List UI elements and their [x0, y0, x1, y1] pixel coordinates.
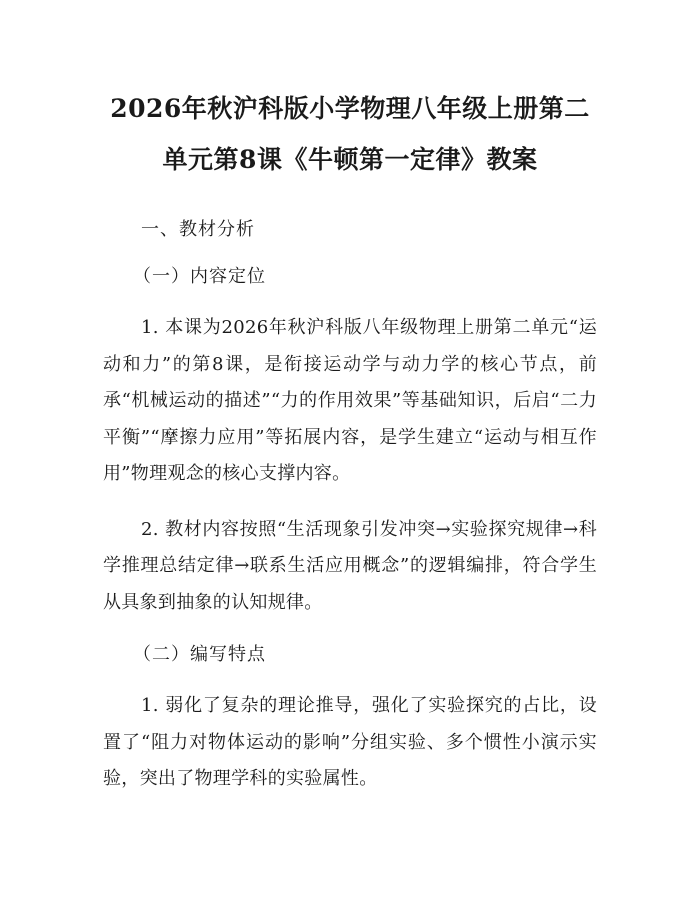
document-title: 2026年秋沪科版小学物理八年级上册第二单元第8课《牛顿第一定律》教案: [110, 94, 590, 174]
subsection-heading-writing-features: （二）编写特点: [133, 644, 266, 665]
paragraph-writing-features-1: 1. 弱化了复杂的理论推导，强化了实验探究的占比，设置了“阻力对物体运动的影响”分组实验、多个惯性小演示实验，突出了物理学科的实验属性。: [103, 695, 597, 789]
section-heading-textbook-analysis: 一、教材分析: [141, 219, 255, 240]
paragraph-content-positioning-2: 2. 教材内容按照“生活现象引发冲突→实验探究规律→科学推理总结定律→联系生活应用概念”的逻辑编排，符合学生从具象到抽象的认知规律。: [103, 518, 597, 613]
paragraph-content-positioning-1: 1. 本课为2026年秋沪科版八年级物理上册第二单元“运动和力”的第8课，是衔接运动学与动力学的核心节点，前承“机械运动的描述”“力的作用效果”等基础知识，后启“二力平衡”“摩擦力应用”等拓展内容，是学生建立“运动与相互作用”物理观念的核心支撑内容。: [103, 317, 597, 484]
subsection-heading-content-positioning: （一）内容定位: [133, 266, 266, 287]
